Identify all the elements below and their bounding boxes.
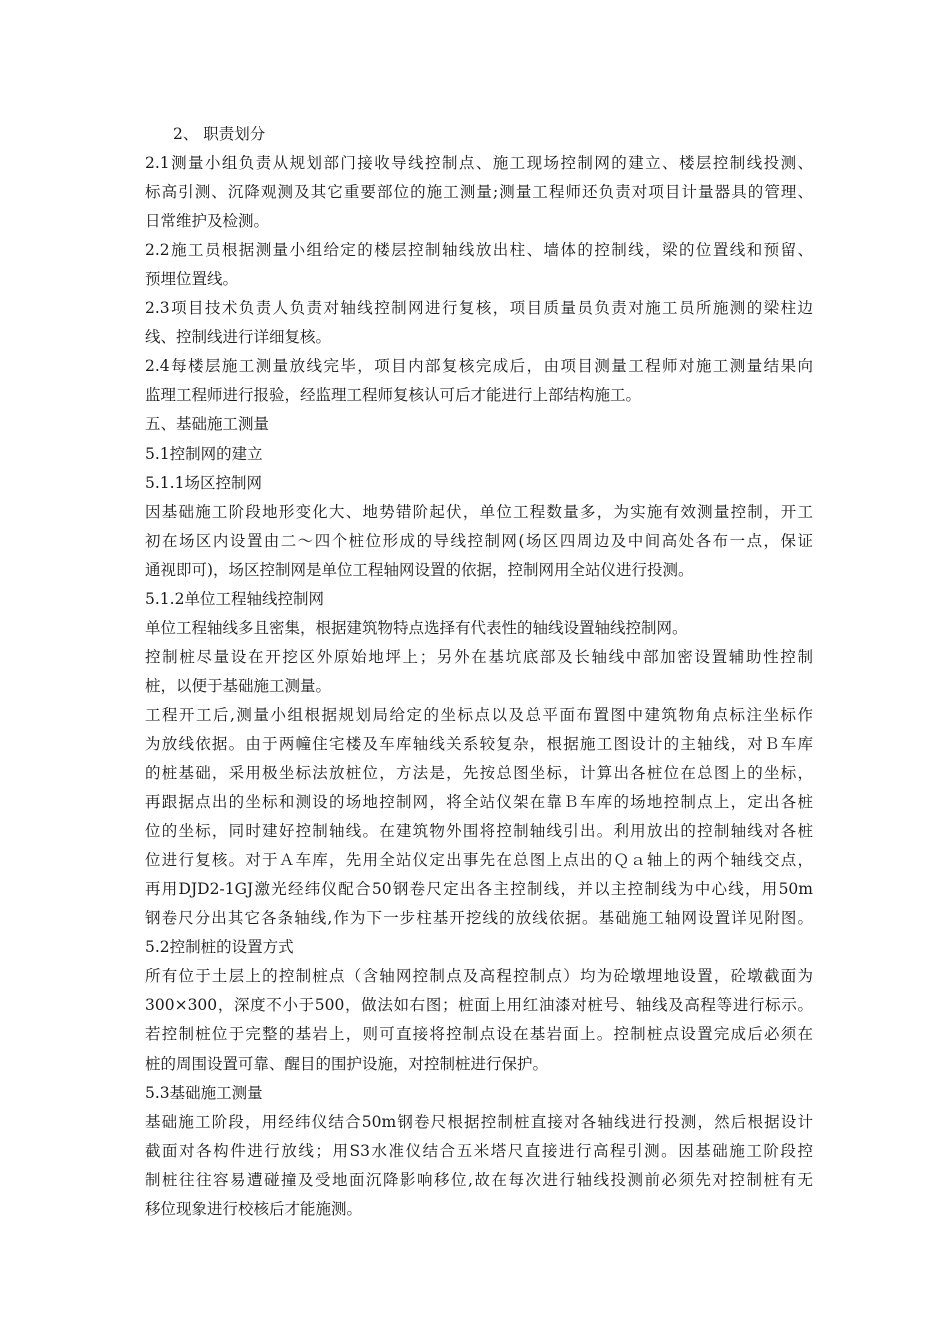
text-line: 截面对各构件进行放线；用S3水准仪结合五米塔尺直接进行高程引测。因基础施工阶段控: [145, 1141, 813, 1160]
text-line: 工程开工后,测量小组根据规划局给定的坐标点以及总平面布置图中建筑物角点标注坐标作: [145, 705, 813, 724]
text-line: 制桩往往容易遭碰撞及受地面沉降影响移位,故在每次进行轴线投测前必须先对控制桩有无: [145, 1170, 813, 1189]
text-line: 桩的周围设置可靠、醒目的围护设施，对控制桩进行保护。: [145, 1054, 549, 1073]
text-line: 2.3项目技术负责人负责对轴线控制网进行复核，项目质量员负责对施工员所施测的梁柱边: [145, 299, 813, 318]
text-line: 5.1控制网的建立: [145, 444, 263, 463]
text-line: 再跟据点出的坐标和测设的场地控制网，将全站仪架在靠Ｂ车库的场地控制点上，定出各桩: [145, 793, 813, 812]
text-line: 因基础施工阶段地形变化大、地势错阶起伏，单位工程数量多，为实施有效测量控制，开工: [145, 502, 813, 521]
text-line: 5.1.2单位工程轴线控制网: [145, 589, 324, 608]
text-line: 若控制桩位于完整的基岩上，则可直接将控制点设在基岩面上。控制桩点设置完成后必须在: [145, 1025, 813, 1044]
text-line: 所有位于土层上的控制桩点（含轴网控制点及高程控制点）均为砼墩埋地设置，砼墩截面为: [145, 967, 813, 986]
text-line: 移位现象进行校核后才能施测。: [145, 1199, 363, 1218]
text-line: 线、控制线进行详细复核。: [145, 328, 332, 347]
text-line: 初在场区内设置由二～四个桩位形成的导线控制网(场区四周边及中间高处各布一点，保证: [145, 531, 813, 550]
text-line: 控制桩尽量设在开挖区外原始地坪上；另外在基坑底部及长轴线中部加密设置辅助性控制: [145, 647, 813, 666]
text-line: 单位工程轴线多且密集，根据建筑物特点选择有代表性的轴线设置轴线控制网。: [145, 618, 688, 637]
text-line: 预埋位置线。: [145, 270, 239, 289]
text-line: 为放线依据。由于两幢住宅楼及车库轴线关系较复杂，根据施工图设计的主轴线，对Ｂ车库: [145, 734, 813, 753]
text-line: 位进行复核。对于Ａ车库，先用全站仪定出事先在总图上点出的Ｑａ轴上的两个轴线交点，: [145, 851, 813, 870]
text-line: 的桩基础，采用极坐标法放桩位，方法是，先按总图坐标，计算出各桩位在总图上的坐标，: [145, 764, 813, 783]
text-line: 5.2控制桩的设置方式: [145, 938, 294, 957]
text-line: 位的坐标，同时建好控制轴线。在建筑物外围将控制轴线引出。利用放出的控制轴线对各桩: [145, 822, 813, 841]
text-line: 2.1测量小组负责从规划部门接收导线控制点、施工现场控制网的建立、楼层控制线投测、: [145, 154, 813, 173]
text-line: 钢卷尺分出其它各条轴线,作为下一步柱基开挖线的放线依据。基础施工轴网设置详见附图。: [145, 909, 813, 928]
text-line: 5.1.1场区控制网: [145, 473, 262, 492]
text-line: 300×300，深度不小于500，做法如右图；桩面上用红油漆对桩号、轴线及高程等进行标示。: [145, 996, 813, 1015]
text-line: 标高引测、沉降观测及其它重要部位的施工测量;测量工程师还负责对项目计量器具的管理、: [145, 183, 813, 202]
text-line: 2、 职责划分: [173, 125, 266, 143]
text-line: 基础施工阶段，用经纬仪结合50m钢卷尺根据控制桩直接对各轴线进行投测，然后根据设计: [145, 1112, 813, 1131]
text-line: 日常维护及检测。: [145, 212, 270, 231]
text-line: 桩，以便于基础施工测量。: [145, 676, 332, 695]
text-line: 监理工程师进行报验，经监理工程师复核认可后才能进行上部结构施工。: [145, 386, 642, 405]
text-line: 2.4每楼层施工测量放线完毕，项目内部复核完成后，由项目测量工程师对施工测量结果向: [145, 357, 813, 376]
text-line: 五、基础施工测量: [145, 415, 270, 434]
text-line: 2.2施工员根据测量小组给定的楼层控制轴线放出柱、墙体的控制线，梁的位置线和预留、: [145, 241, 813, 260]
text-line: 通视即可)，场区控制网是单位工程轴网设置的依据，控制网用全站仪进行投测。: [145, 560, 694, 579]
document-body: [145, 120, 813, 1224]
text-line: 再用DJD2-1GJ激光经纬仪配合50钢卷尺定出各主控制线，并以主控制线为中心线，用50m: [145, 880, 813, 899]
text-line: 5.3基础施工测量: [145, 1083, 263, 1102]
